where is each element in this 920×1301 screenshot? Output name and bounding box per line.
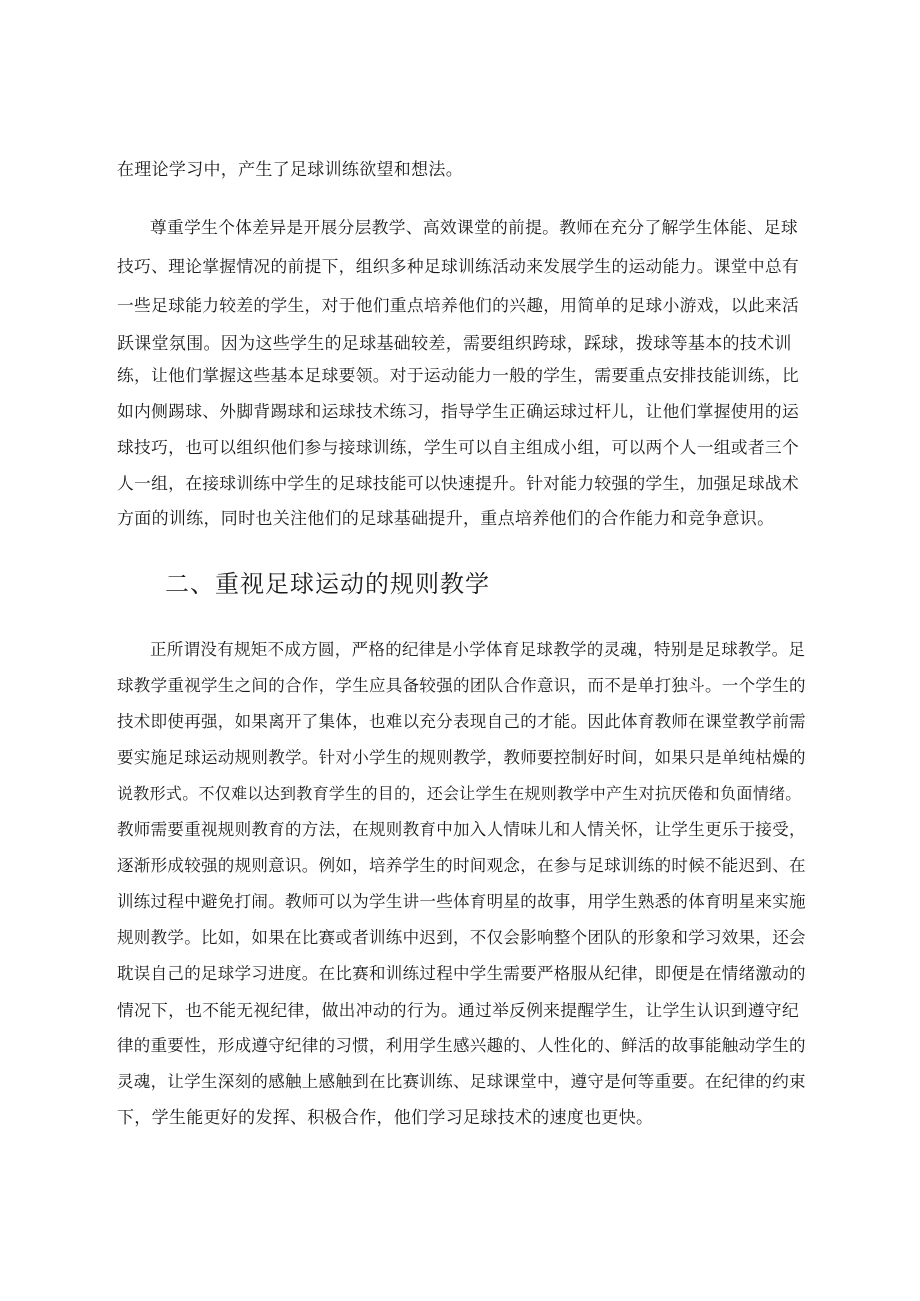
text-line: 灵魂，让学生深刻的感触上感触到在比赛训练、足球课堂中，遵守是何等重要。在纪律的约束: [117, 1072, 806, 1091]
text-line: 跃课堂氛围。因为这些学生的足球基础较差，需要组织跨球，踩球，拨球等基本的技术训: [117, 334, 792, 354]
text-line: 技巧、理论掌握情况的前提下，组织多种足球训练活动来发展学生的运动能力。课堂中总有: [117, 256, 800, 276]
text-line: 情况下，也不能无视纪律，做出冲动的行为。通过举反例来提醒学生，让学生认识到遵守纪: [117, 1000, 800, 1020]
text-line: 如内侧踢球、外脚背踢球和运球技术练习，指导学生正确运球过杆儿，让他们掌握使用的运: [117, 401, 800, 421]
text-line: 练，让他们掌握这些基本足球要领。对于运动能力一般的学生，需要重点安排技能训练，比: [117, 365, 800, 385]
text-line: 尊重学生个体差异是开展分层教学、高效课堂的前提。教师在充分了解学生体能、足球: [150, 217, 798, 237]
text-line: 律的重要性，形成遵守纪律的习惯，利用学生感兴趣的、人性化的、鲜活的故事能触动学生的: [117, 1036, 806, 1055]
text-line: 一些足球能力较差的学生，对于他们重点培养他们的兴趣，用简单的足球小游戏，以此来活: [117, 295, 800, 315]
text-line: 技术即使再强，如果离开了集体，也难以充分表现自己的才能。因此体育教师在课堂教学前需: [117, 712, 806, 731]
section-heading: 二、重视足球运动的规则教学: [165, 570, 490, 598]
text-line: 逐渐形成较强的规则意识。例如，培养学生的时间观念，在参与足球训练的时候不能迟到、在: [117, 856, 806, 875]
text-line: 在理论学习中，产生了足球训练欲望和想法。: [117, 160, 463, 180]
text-line: 球教学重视学生之间的合作，学生应具备较强的团队合作意识，而不是单打独斗。一个学生的: [117, 676, 806, 695]
text-line: 说教形式。不仅难以达到教育学生的目的，还会让学生在规则教学中产生对抗厌倦和负面情绪。: [117, 784, 802, 803]
text-line: 要实施足球运动规则教学。针对小学生的规则教学，教师要控制好时间，如果只是单纯枯燥的: [117, 748, 806, 767]
text-line: 规则教学。比如，如果在比赛或者训练中迟到，不仅会影响整个团队的形象和学习效果，还会: [117, 928, 806, 947]
text-line: 训练过程中避免打闹。教师可以为学生讲一些体育明星的故事，用学生熟悉的体育明星来实施: [117, 892, 806, 911]
text-line: 下，学生能更好的发挥、积极合作，他们学习足球技术的速度也更快。: [117, 1108, 654, 1128]
text-line: 耽误自己的足球学习进度。在比赛和训练过程中学生需要严格服从纪律，即便是在情绪激动的: [117, 964, 806, 983]
text-line: 人一组，在接球训练中学生的足球技能可以快速提升。针对能力较强的学生，加强足球战术: [117, 473, 800, 493]
text-line: 方面的训练，同时也关注他们的足球基础提升，重点培养他们的合作能力和竞争意识。: [117, 509, 775, 529]
text-line: 球技巧，也可以组织他们参与接球训练，学生可以自主组成小组，可以两个人一组或者三个: [117, 437, 800, 457]
text-line: 正所谓没有规矩不成方圆，严格的纪律是小学体育足球教学的灵魂，特别是足球教学。足: [150, 640, 806, 659]
text-line: 教师需要重视规则教育的方法，在规则教育中加入人情味儿和人情关怀，让学生更乐于接受，: [117, 820, 806, 839]
